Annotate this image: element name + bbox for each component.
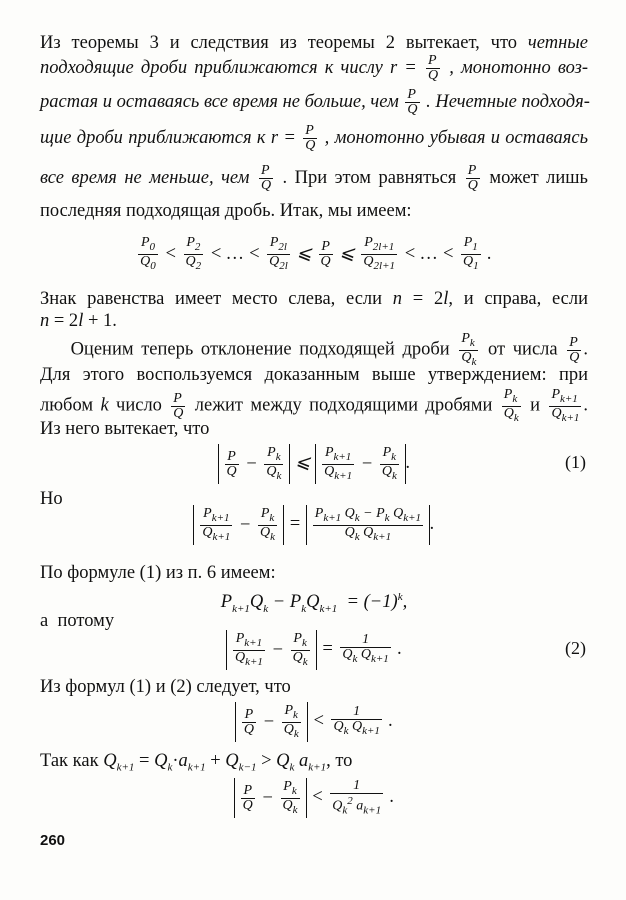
text-line-4: щие дроби приближаются к r = $\frac{P}{Q}$ , монотонно убывая и оставаясь — [40, 123, 588, 153]
text-line-17: Так как $Q_{k+1} = Q_k\cdot a_{k+1} + Q_{k-1} > Q_k$ $a_{k+1}$, то — [40, 751, 353, 774]
text-line-2: подходящие дроби приближаются к числу r = $\frac{P}{Q}$ , монотонно воз- — [40, 53, 589, 83]
text-line-10: Для этого воспользуемся доказанным выше утверждением: при — [40, 365, 588, 385]
formula-estimate: $\frac{P}{Q}$ − $\frac{P_k}{Q_k}$ < $\frac{1}{Q_k Q_{k+1}}$ . — [40, 698, 588, 744]
text-line-8: n = 2l + 1. — [40, 311, 117, 331]
inequality-chain: $\frac{P_0}{Q_0}$ < $\frac{P_2}{Q_2}$ < … < $\frac{P_{2l}}{Q_{2l}}$ ⩽ $\frac{P}{Q}$ ⩽ $\frac{P_{2l+1}}{Q_{2l+1}}$ < … < $\frac{P_1}{Q_1}$ . — [140, 235, 492, 273]
text-line-5: все время не меньше, чем $\frac{P}{Q}$ . При этом равняться $\frac{P}{Q}$ может лишь — [40, 163, 588, 193]
equation-label-1: (1) — [565, 452, 586, 472]
formula-final: $\frac{P}{Q}$ − $\frac{P_k}{Q_k}$ < $\frac{1}{Q_k^2 a_{k+1}}$ . — [40, 774, 588, 820]
text-line-9: Оценим теперь отклонение подходящей дроби $\frac{P_k}{Q_k}$ от числа $\frac{P}{Q}$ . — [40, 331, 589, 368]
formula-2: $\frac{P_{k+1}}{Q_{k+1}}$ − $\frac{P_k}{Q_k}$ = $\frac{1}{Q_k Q_{k+1}}$ . — [40, 626, 588, 672]
formula-determinant: $P_{k+1}Q_k - P_kQ_{k+1} = (-1)^k$, — [220, 591, 408, 615]
text-line-13: Но — [40, 489, 63, 509]
text-line-6: последняя подходящая дробь. Итак, мы имеем: — [40, 201, 412, 221]
text-line-3: растая и оставаясь все время не больше, чем $\frac{P}{Q}$ . Нечетные подходя- — [40, 87, 590, 117]
equation-label-2: (2) — [565, 638, 586, 658]
text-line-1: Из теоремы 3 и следствия из теоремы 2 вытекает, что четные — [40, 33, 588, 53]
text-line-15: а потому — [40, 611, 115, 631]
formula-difference: $\frac{P_{k+1}}{Q_{k+1}}$ − $\frac{P_k}{Q_k}$ = $\frac{P_{k+1} Q_k - P_k Q_{k+1}}{Q_k Q_{k+1}}$ . — [40, 500, 588, 548]
text-line-14: По формуле (1) из п. 6 имеем: — [40, 563, 276, 583]
text-line-7: Знак равенства имеет место слева, если n = 2l, и справа, если — [40, 289, 588, 309]
formula-1: $\frac{P}{Q}$ − $\frac{P_k}{Q_k}$ ⩽ $\frac{P_{k+1}}{Q_{k+1}}$ − $\frac{P_k}{Q_k}$ . — [40, 440, 588, 486]
text-line-16: Из формул (1) и (2) следует, что — [40, 677, 291, 697]
text-line-11: любом k число $\frac{P}{Q}$ лежит между подходящими дробями $\frac{P_k}{Q_k}$ и $\frac{P_{k+1}}{Q_{k+1}}$ . — [40, 387, 588, 424]
page-number: 260 — [40, 832, 66, 849]
text-line-12: Из него вытекает, что — [40, 419, 210, 439]
